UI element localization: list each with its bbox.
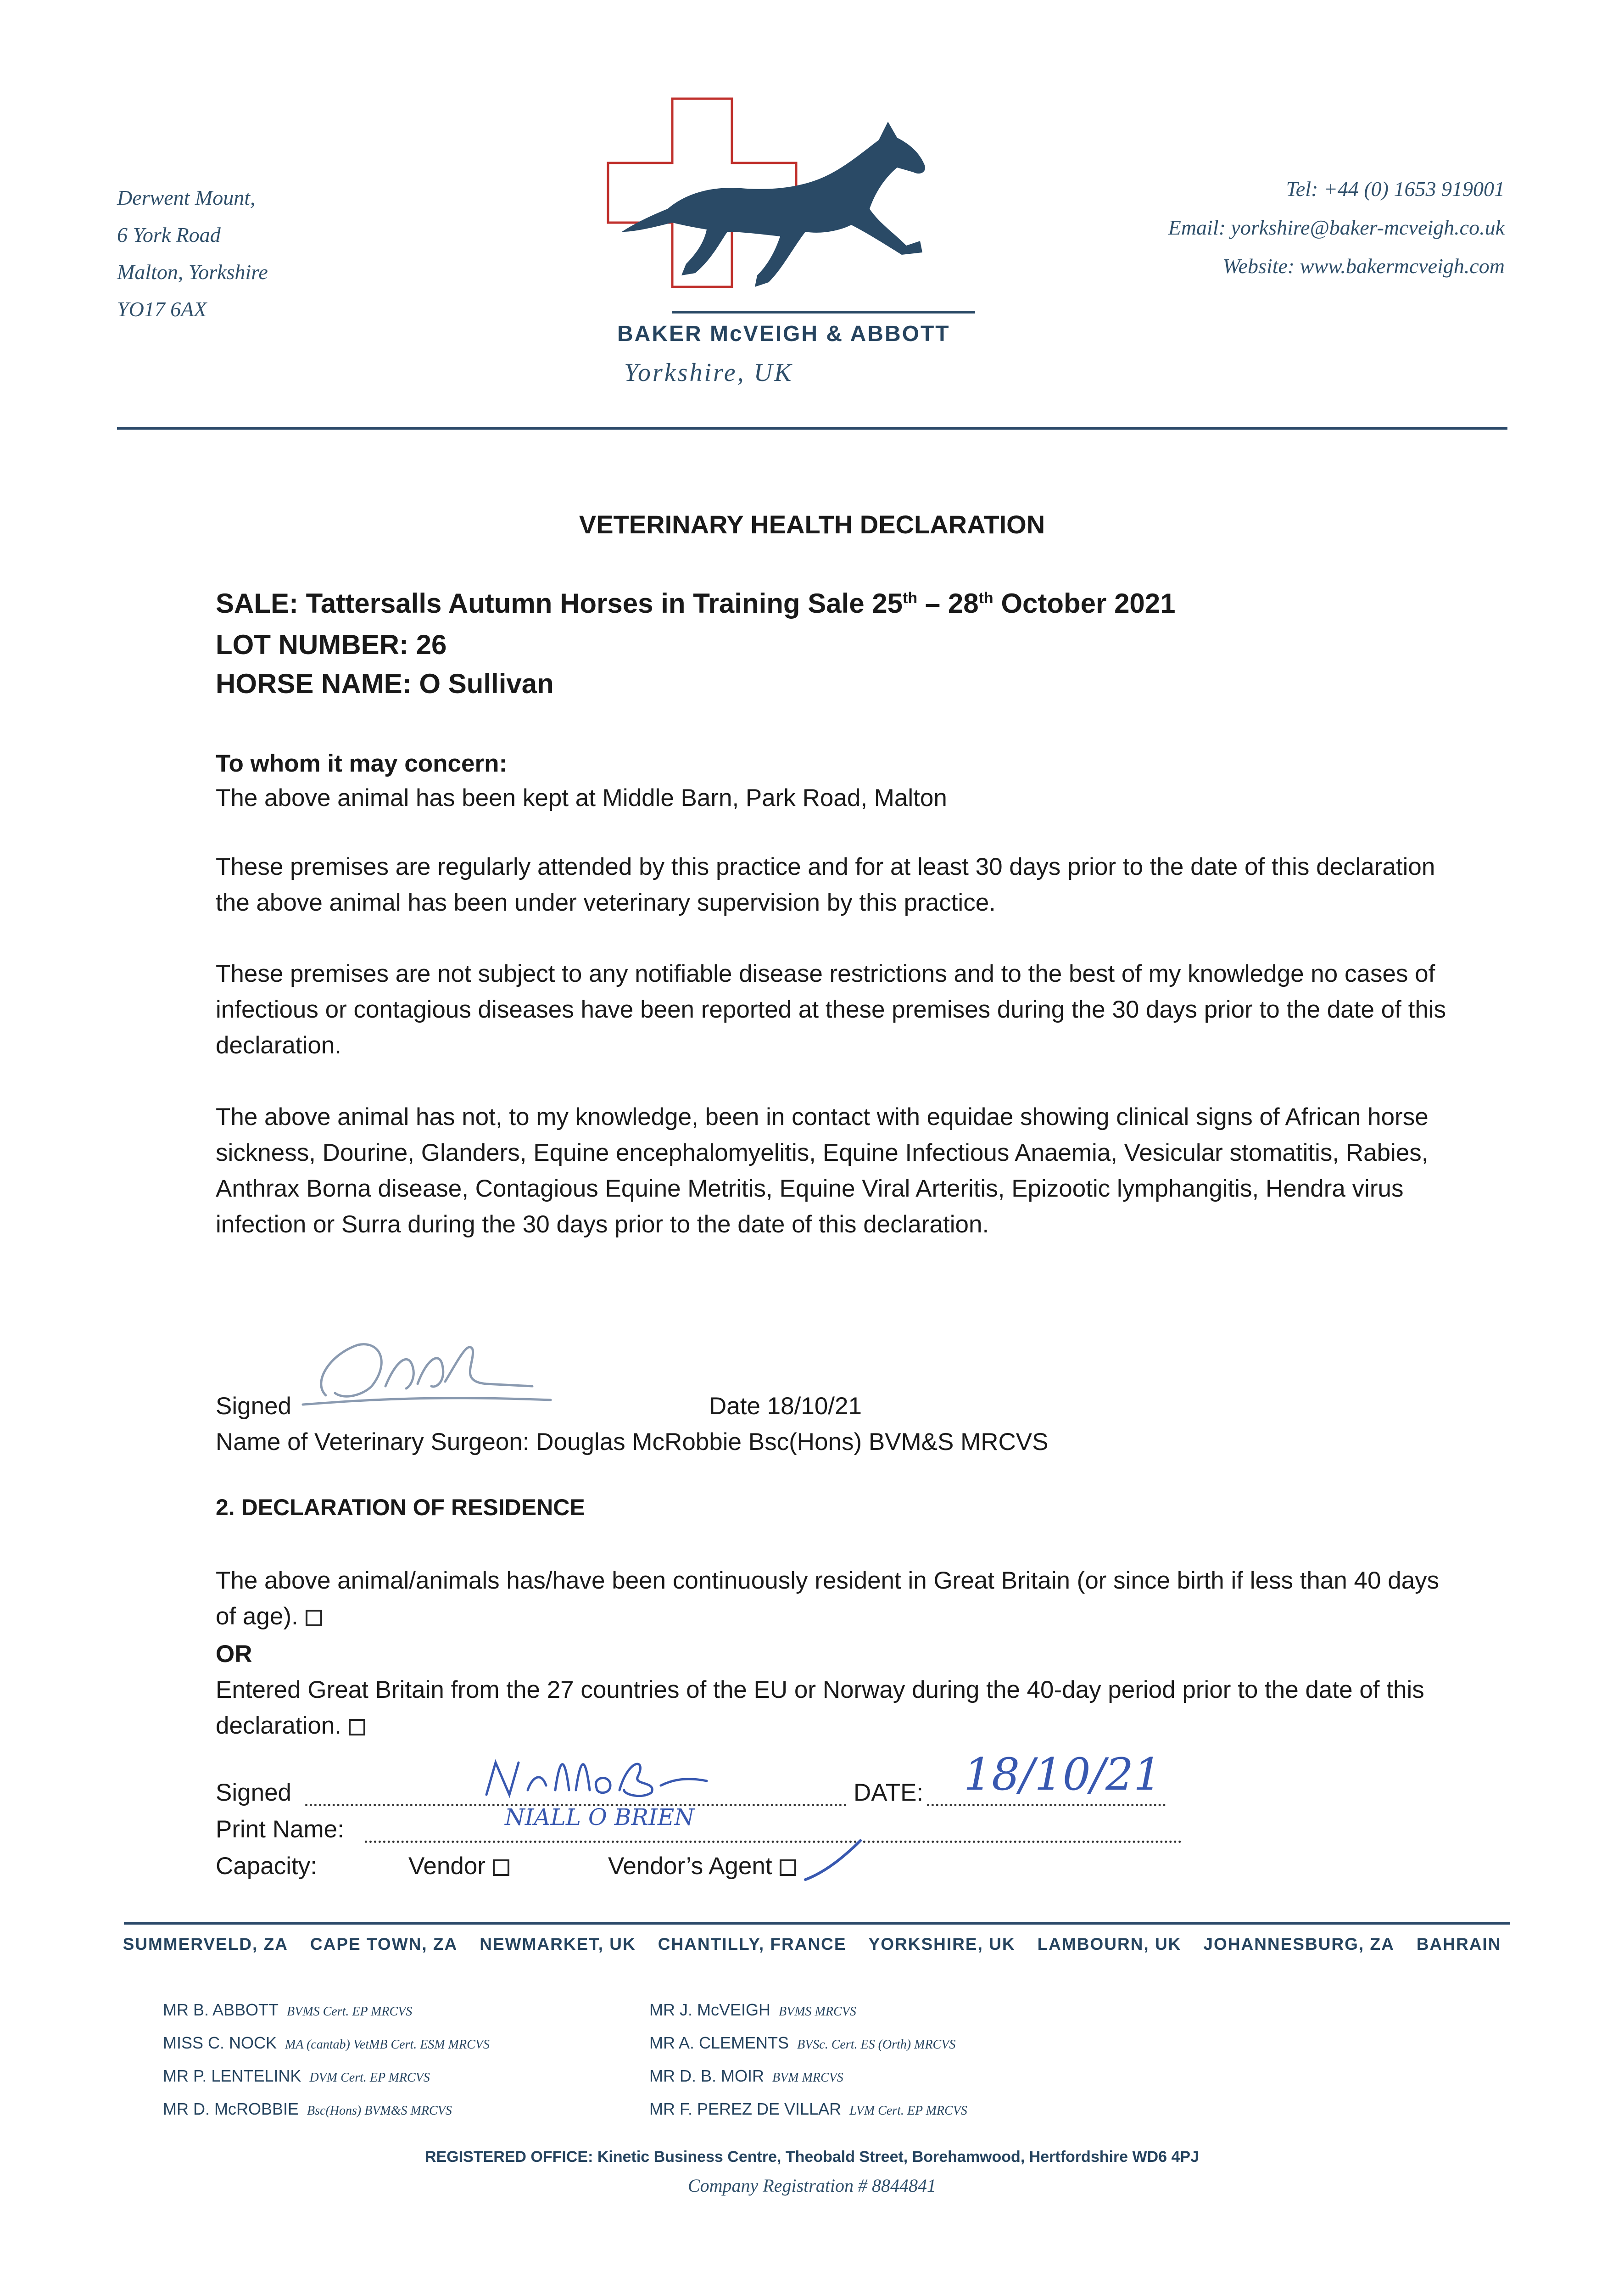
vet-name: MR B. ABBOTT bbox=[163, 2000, 279, 2019]
vendor-checkbox[interactable] bbox=[493, 1859, 509, 1876]
contact-block bbox=[1168, 170, 1505, 285]
signed2-label: Signed bbox=[216, 1779, 292, 1806]
location: LAMBOURN, UK bbox=[1037, 1935, 1182, 1954]
location: NEWMARKET, UK bbox=[480, 1935, 636, 1954]
or-label: OR bbox=[216, 1640, 252, 1668]
vet-qualifications: MA (cantab) VetMB Cert. ESM MRCVS bbox=[285, 2038, 490, 2052]
sale-sup: th bbox=[903, 589, 918, 607]
sale-text: October 2021 bbox=[993, 588, 1176, 619]
vets-list-left bbox=[163, 1994, 490, 2127]
agent-tick-mark-icon bbox=[801, 1836, 865, 1886]
vet-entry bbox=[649, 2060, 967, 2093]
vendor-option bbox=[408, 1852, 509, 1880]
date2-label: DATE: bbox=[854, 1779, 924, 1806]
location: CAPE TOWN, ZA bbox=[310, 1935, 458, 1954]
surgeon-name: Name of Veterinary Surgeon: Douglas McRobbie Bsc(Hons) BVM&S MRCVS bbox=[216, 1428, 1049, 1455]
vet-entry bbox=[163, 2060, 490, 2093]
vet-entry bbox=[649, 2093, 967, 2127]
paragraph: These premises are not subject to any notifiable disease restrictions and to the best of my knowledge no cases of infectious or contagious diseases have been reported at these premises during the 30 days prior to the date of this declaration. bbox=[216, 960, 1446, 1059]
registered-office: REGISTERED OFFICE: Kinetic Business Centre, Theobald Street, Borehamwood, Hertfordshire WD6 4PJ bbox=[424, 2148, 1200, 2166]
handwritten-name: NIALL O BRIEN bbox=[505, 1804, 695, 1830]
vet-qualifications: Bsc(Hons) BVM&S MRCVS bbox=[307, 2104, 452, 2118]
website: Website: www.bakermcveigh.com bbox=[1222, 254, 1505, 278]
vet-entry bbox=[649, 1994, 967, 2027]
vet-entry bbox=[649, 2027, 967, 2060]
vet-name: MISS C. NOCK bbox=[163, 2033, 277, 2052]
print-line bbox=[365, 1822, 1182, 1843]
signed-label: Signed bbox=[216, 1393, 292, 1420]
agent-label: Vendor’s Agent bbox=[608, 1853, 772, 1880]
vet-qualifications: BVMS MRCVS bbox=[779, 2004, 856, 2019]
residence-checkbox[interactable] bbox=[306, 1610, 322, 1626]
vendor-signature bbox=[477, 1749, 716, 1804]
sale-sup: th bbox=[978, 589, 993, 607]
email: Email: yorkshire@baker-mcveigh.co.uk bbox=[1168, 216, 1505, 239]
address-line: Malton, Yorkshire bbox=[117, 260, 268, 284]
location: SUMMERVELD, ZA bbox=[123, 1935, 288, 1954]
vet-entry bbox=[163, 2027, 490, 2060]
salutation: To whom it may concern: bbox=[216, 750, 508, 777]
lot-number: LOT NUMBER: 26 bbox=[216, 629, 447, 660]
print-label: Print Name: bbox=[216, 1816, 344, 1843]
address-line: Derwent Mount, bbox=[117, 186, 256, 209]
sale-line bbox=[216, 588, 1176, 619]
vet-entry bbox=[163, 2093, 490, 2127]
residence-text: The above animal/animals has/have been continuously resident in Great Britain (or since birth if less than 40 days of age). bbox=[216, 1567, 1440, 1630]
brand-name: BAKER McVEIGH & ABBOTT bbox=[617, 322, 950, 346]
location: JOHANNESBURG, ZA bbox=[1203, 1935, 1395, 1954]
vet-name: MR F. PEREZ DE VILLAR bbox=[649, 2099, 842, 2118]
vet-name: MR D. McROBBIE bbox=[163, 2099, 299, 2118]
address-line: 6 York Road bbox=[117, 223, 221, 246]
vet-qualifications: DVM Cert. EP MRCVS bbox=[309, 2071, 430, 2085]
paragraph: These premises are regularly attended by this practice and for at least 30 days prior to the date of this declaration the above animal has been under veterinary supervision by this practice. bbox=[216, 853, 1435, 916]
residence-option-2 bbox=[216, 1672, 1455, 1744]
location: YORKSHIRE, UK bbox=[868, 1935, 1016, 1954]
brand-location: Yorkshire, UK bbox=[624, 358, 793, 387]
address-line: YO17 6AX bbox=[117, 297, 207, 321]
vet-entry bbox=[163, 1994, 490, 2027]
red-cross-horse-logo-icon bbox=[603, 94, 989, 324]
section-title: 2. DECLARATION OF RESIDENCE bbox=[216, 1495, 585, 1520]
sale-text: – 28 bbox=[917, 588, 979, 619]
capacity-label: Capacity: bbox=[216, 1853, 317, 1880]
phone: Tel: +44 (0) 1653 919001 bbox=[1286, 177, 1505, 201]
location: CHANTILLY, FRANCE bbox=[658, 1935, 847, 1954]
paragraph: The above animal has not, to my knowledge, been in contact with equidae showing clinical signs of African horse sickness, Dourine, Glanders, Equine encephalomyelitis, Equine Infectious Anaemia, Vesicular stomatitis, Rabies, Anthrax Borna disease, Contagious Equine Metritis, Equine Viral Arteritis, Epizootic lymphangitis, Hendra virus infection or Surra during the 30 days prior to the date of this declaration. bbox=[216, 1103, 1429, 1238]
agent-option bbox=[608, 1852, 796, 1880]
agent-checkbox[interactable] bbox=[780, 1859, 796, 1876]
vet-name: MR P. LENTELINK bbox=[163, 2066, 301, 2085]
vet-qualifications: BVMS Cert. EP MRCVS bbox=[287, 2004, 413, 2019]
paragraph: The above animal has been kept at Middle Barn, Park Road, Malton bbox=[216, 784, 947, 812]
office-locations bbox=[0, 1935, 1624, 1954]
vet-qualifications: BVM MRCVS bbox=[772, 2071, 843, 2085]
address-block bbox=[117, 179, 268, 328]
company-registration: Company Registration # 8844841 bbox=[687, 2175, 937, 2196]
sale-label: SALE: bbox=[216, 588, 298, 619]
vet-name: MR D. B. MOIR bbox=[649, 2066, 764, 2085]
vet-name: MR J. McVEIGH bbox=[649, 2000, 771, 2019]
handwritten-date: 18/10/21 bbox=[964, 1749, 1162, 1800]
residence-option-1 bbox=[216, 1563, 1455, 1634]
vendor-label: Vendor bbox=[408, 1853, 486, 1880]
vet-qualifications: LVM Cert. EP MRCVS bbox=[849, 2104, 967, 2118]
footer-rule bbox=[124, 1922, 1510, 1925]
vets-list-right bbox=[649, 1994, 967, 2127]
entry-checkbox[interactable] bbox=[349, 1719, 365, 1735]
sale-text: Tattersalls Autumn Horses in Training Sale 25 bbox=[306, 588, 903, 619]
signature-date: Date 18/10/21 bbox=[709, 1393, 862, 1420]
horse-name: HORSE NAME: O Sullivan bbox=[216, 668, 554, 699]
vet-qualifications: BVSc. Cert. ES (Orth) MRCVS bbox=[797, 2038, 956, 2052]
residence-text: Entered Great Britain from the 27 countries of the EU or Norway during the 40-day period prior to the date of this declaration. bbox=[216, 1676, 1424, 1739]
document-title: VETERINARY HEALTH DECLARATION bbox=[579, 510, 1045, 539]
vet-name: MR A. CLEMENTS bbox=[649, 2033, 789, 2052]
header-rule bbox=[117, 427, 1507, 430]
location: BAHRAIN bbox=[1416, 1935, 1501, 1954]
